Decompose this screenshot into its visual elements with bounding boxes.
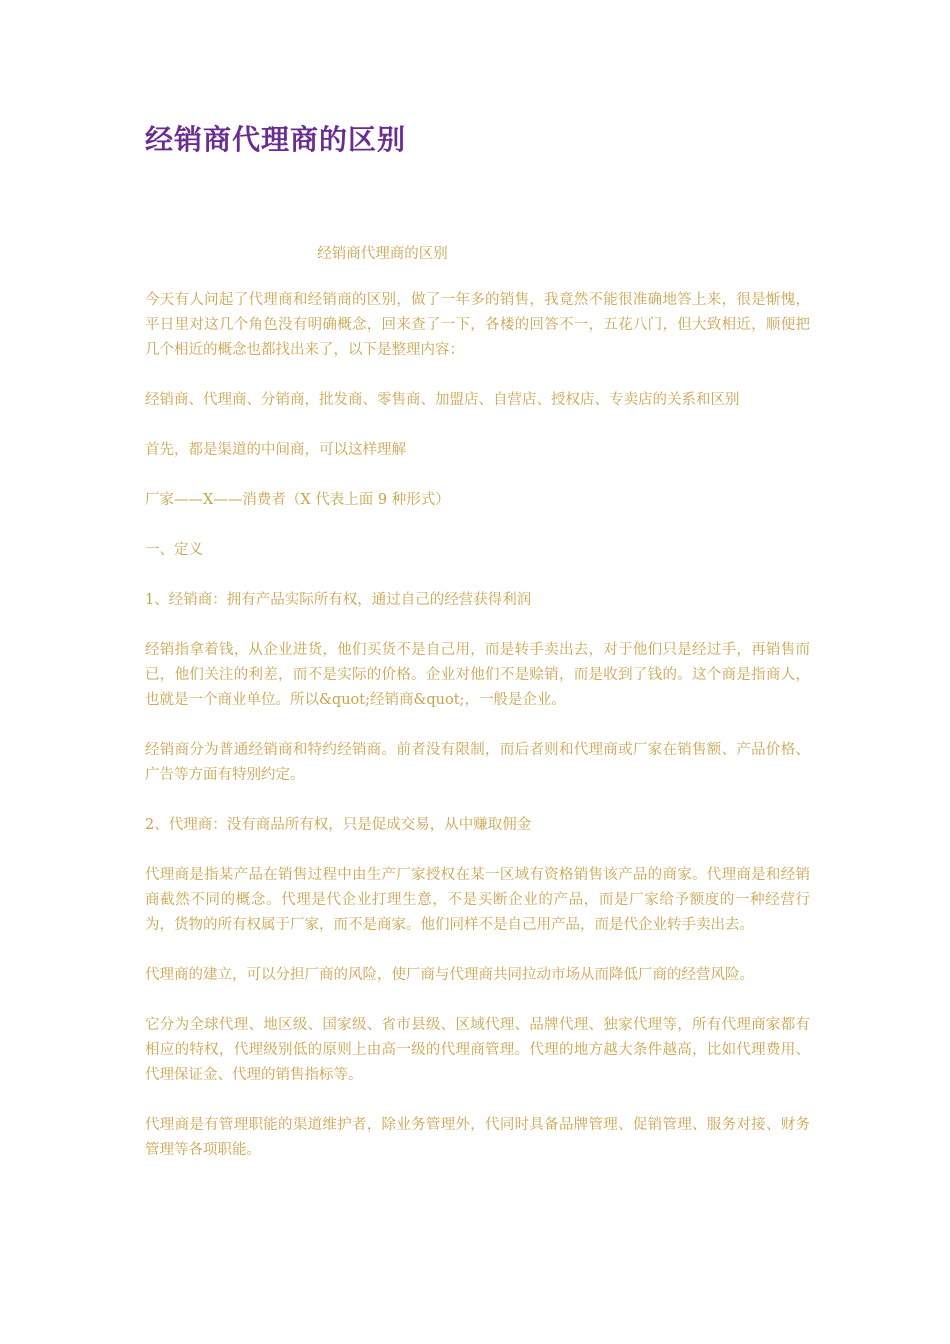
paragraph-agent-desc: 代理商是指某产品在销售过程中由生产厂家授权在某一区域有资格销售该产品的商家。代理商是和经销商截然不同的概念。代理是代企业打理生意，不是买断企业的产品，而是厂家给予额度的一种经营行为，货物的所有权属于厂家，而不是商家。他们同样不是自己用产品，而是代企业转手卖出去。 [145, 867, 810, 933]
paragraph-intro: 今天有人问起了代理商和经销商的区别，做了一年多的销售，我竟然不能很准确地答上来，很是惭愧，平日里对这几个角色没有明确概念，回来查了一下，各楼的回答不一，五花八门，但大致相近，顺便把几个相近的概念也都找出来了，以下是整理内容： [145, 292, 810, 358]
paragraph-agent-levels: 它分为全球代理、地区级、国家级、省市县级、区域代理、品牌代理、独家代理等，所有代理商家都有相应的特权，代理级别低的原则上由高一级的代理商管理。代理的地方越大条件越高，比如代理费用、代理保证金、代理的销售指标等。 [145, 1017, 810, 1083]
paragraph-formula: 厂家——X——消费者（X 代表上面 9 种形式） [145, 492, 450, 508]
paragraph-agent-risk: 代理商的建立，可以分担厂商的风险，使厂商与代理商共同拉动市场从而降低厂商的经营风险。 [145, 967, 754, 983]
paragraph-distributor-desc: 经销指拿着钱，从企业进货，他们买货不是自己用，而是转手卖出去，对于他们只是经过手，再销售而已，他们关注的利差，而不是实际的价格。企业对他们不是赊销，而是收到了钱的。这个商是指商人，也就是一个商业单位。所以&quot;经销商&quot;，一般是企业。 [145, 642, 810, 708]
heading-distributor: 1、经销商：拥有产品实际所有权，通过自己的经营获得利润 [145, 592, 532, 608]
document-title: 经销商代理商的区别 [145, 123, 407, 156]
paragraph-agent-functions: 代理商是有管理职能的渠道维护者，除业务管理外，代同时具备品牌管理、促销管理、服务对接、财务管理等各项职能。 [145, 1117, 810, 1158]
document-body [145, 288, 810, 1188]
paragraph-topic-list: 经销商、代理商、分销商，批发商、零售商、加盟店、自营店、授权店、专卖店的关系和区别 [145, 392, 740, 408]
document-subtitle: 经销商代理商的区别 [317, 246, 448, 262]
section-heading-definition: 一、定义 [145, 542, 203, 558]
paragraph-first: 首先，都是渠道的中间商，可以这样理解 [145, 442, 406, 458]
heading-agent: 2、代理商：没有商品所有权，只是促成交易，从中赚取佣金 [145, 817, 532, 833]
paragraph-distributor-types: 经销商分为普通经销商和特约经销商。前者没有限制，而后者则和代理商或厂家在销售额、产品价格、广告等方面有特别约定。 [145, 742, 810, 783]
